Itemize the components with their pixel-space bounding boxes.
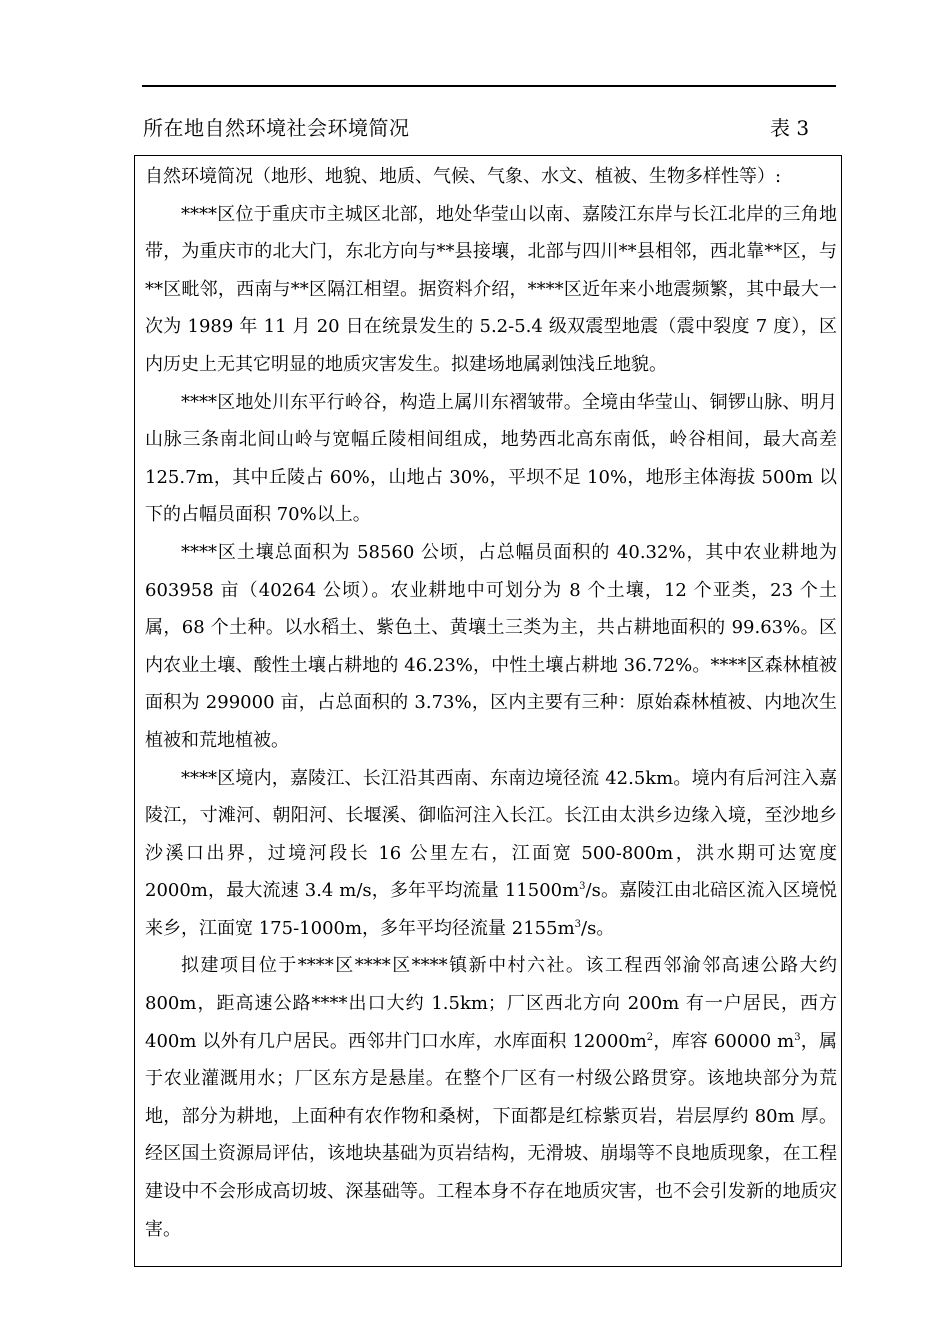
- section-title: 所在地自然环境社会环境简况: [143, 116, 410, 140]
- paragraph-location: ****区位于重庆市主城区北部，地处华莹山以南、嘉陵江东岸与长江北岸的三角地带，为重庆市的北大门，东北方向与**县接壤，北部与四川**县相邻，西北靠**区，与**区毗邻，西南与**区隔江相望。据资料介绍，****区近年来小地震频繁，其中最大一次为 1989 年 11 月 20 日在统景发生的 5.2-5.4 级双震型地震（震中裂度 7 度），区内历史上无其它明显的地质灾害发生。拟建场地属剥蚀浅丘地貌。: [145, 203, 837, 375]
- paragraph-terrain: ****区地处川东平行岭谷，构造上属川东褶皱带。全境由华莹山、铜锣山脉、明月山脉三条南北间山岭与宽幅丘陵相间组成，地势西北高东南低，岭谷相间，最大高差 125.7m，其中丘陵占 60%，山地占 30%，平坝不足 10%，地形主体海拔 500m 以下的占幅员面积 70%以上。: [145, 391, 837, 526]
- content-body: [145, 158, 837, 1248]
- hydrology-text-3: /s。: [581, 917, 615, 939]
- hydrology-sup-2: 3: [574, 918, 582, 930]
- paragraph-hydrology: [145, 760, 837, 948]
- site-sup-1: 2: [646, 1031, 654, 1043]
- paragraph-soil: ****区土壤总面积为 58560 公顷，占总幅员面积的 40.32%，其中农业耕地为 603958 亩（40264 公顷）。农业耕地中可划分为 8 个土壤，12 个亚类，23 个土属，68 个土种。以水稻土、紫色土、黄壤土三类为主，共占耕地面积的 99.63%。区内农业土壤、酸性土壤占耕地的 46.23%，中性土壤占耕地 36.72%。****区森林植被面积为 299000 亩，占总面积的 3.73%，区内主要有三种：原始森林植被、内地次生植被和荒地植被。: [145, 541, 837, 751]
- hydrology-text-1: ****区境内，嘉陵江、长江沿其西南、东南边境径流 42.5km。境内有后河注入嘉陵江，寸滩河、朝阳河、长堰溪、御临河注入长江。长江由太洪乡边缘入境，至沙地乡沙溪口出界，过境河段长 16 公里左右，江面宽 500-800m，洪水期可达宽度 2000m，最大流速 3.4 m/s，多年平均流量 11500m: [145, 767, 837, 902]
- site-text-1: 拟建项目位于****区****区****镇新中村六社。该工程西邻渝邻高速公路大约 800m，距高速公路****出口大约 1.5km；厂区西北方向 200m 有一户居民，西方 400m 以外有几户居民。西邻井门口水库，水库面积 12000m: [145, 955, 837, 1052]
- paragraph-site: [145, 947, 837, 1248]
- site-sup-2: 3: [794, 1031, 801, 1043]
- site-text-3: ，属于农业灌溉用水；厂区东方是悬崖。在整个厂区有一村级公路贯穿。该地块部分为荒地，部分为耕地，上面种有农作物和桑树，下面都是红棕紫页岩，岩层厚约 80m 厚。经区国土资源局评估，该地块基础为页岩结构，无滑坡、崩塌等不良地质现象，在工程建设中不会形成高切坡、深基础等。工程本身不存在地质灾害，也不会引发新的地质灾害。: [145, 1030, 837, 1240]
- table-number: 表 3: [770, 116, 810, 140]
- hydrology-text-2: /s。嘉陵江由北碚区流入区境悦来乡，江面宽 175-1000m，多年平均径流量 2155m: [145, 880, 837, 939]
- intro-line: 自然环境简况（地形、地貌、地质、气候、气象、水文、植被、生物多样性等）:: [145, 166, 782, 187]
- site-text-2: ，库容 60000 m: [653, 1030, 795, 1052]
- hydrology-sup-1: 3: [579, 881, 586, 893]
- header-rule: [142, 85, 836, 87]
